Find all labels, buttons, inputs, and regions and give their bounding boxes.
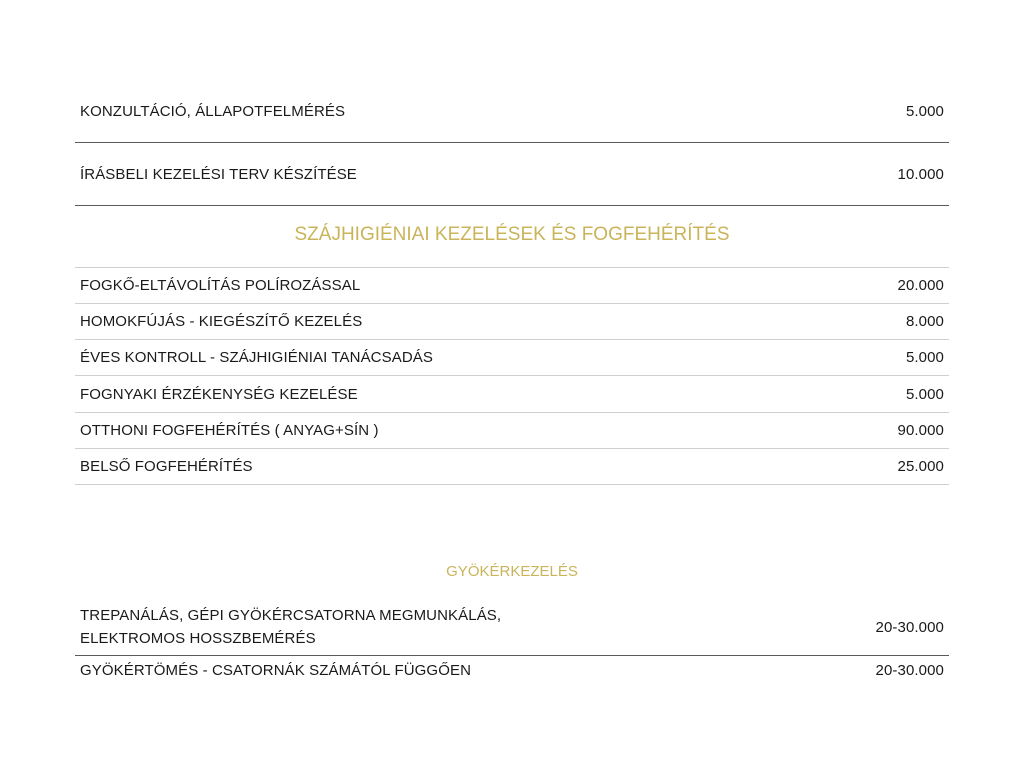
service-price: 25.000 — [897, 457, 944, 475]
section-title-root-canal: GYÖKÉRKEZELÉS — [446, 563, 578, 580]
service-name — [80, 604, 501, 650]
price-row — [75, 453, 949, 479]
divider — [75, 484, 949, 485]
service-name: HOMOKFÚJÁS - KIEGÉSZÍTŐ KEZELÉS — [80, 312, 363, 330]
section-title-hygiene: SZÁJHIGIÉNIAI KEZELÉSEK ÉS FOGFEHÉRÍTÉS — [294, 224, 730, 245]
service-name: ÍRÁSBELI KEZELÉSI TERV KÉSZÍTÉSE — [80, 165, 357, 183]
service-price: 20-30.000 — [875, 618, 944, 636]
service-price: 10.000 — [897, 165, 944, 183]
price-row — [75, 308, 949, 334]
service-name: KONZULTÁCIÓ, ÁLLAPOTFELMÉRÉS — [80, 102, 346, 120]
service-name: BELSŐ FOGFEHÉRÍTÉS — [80, 457, 253, 475]
price-row — [75, 417, 949, 443]
price-row — [75, 381, 949, 407]
service-name: GYÖKÉRTÖMÉS - CSATORNÁK SZÁMÁTÓL FÜGGŐEN — [80, 661, 471, 679]
divider — [75, 339, 949, 340]
service-price: 5.000 — [905, 348, 944, 366]
price-row — [75, 98, 949, 124]
divider — [75, 412, 949, 413]
service-price: 5.000 — [905, 385, 944, 403]
service-name-line: TREPANÁLÁS, GÉPI GYÖKÉRCSATORNA MEGMUNKÁLÁS, — [80, 607, 502, 624]
price-row — [75, 161, 949, 187]
service-name: FOGNYAKI ÉRZÉKENYSÉG KEZELÉSE — [80, 385, 358, 403]
divider — [75, 142, 949, 143]
service-price: 20.000 — [897, 276, 944, 294]
price-row — [75, 272, 949, 298]
price-row — [75, 344, 949, 370]
service-name: OTTHONI FOGFEHÉRÍTÉS ( ANYAG+SÍN ) — [80, 421, 379, 439]
service-name-line: ELEKTROMOS HOSSZBEMÉRÉS — [80, 630, 316, 647]
service-price: 5.000 — [905, 102, 944, 120]
divider — [75, 655, 949, 656]
divider — [75, 205, 949, 206]
price-row — [75, 657, 949, 683]
divider — [75, 303, 949, 304]
service-price: 90.000 — [897, 421, 944, 439]
divider — [75, 375, 949, 376]
service-name: FOGKŐ-ELTÁVOLÍTÁS POLÍROZÁSSAL — [80, 276, 361, 294]
service-name: ÉVES KONTROLL - SZÁJHIGIÉNIAI TANÁCSADÁS — [80, 348, 433, 366]
divider — [75, 267, 949, 268]
divider — [75, 448, 949, 449]
price-row — [75, 602, 949, 652]
service-price: 20-30.000 — [875, 661, 944, 679]
service-price: 8.000 — [905, 312, 944, 330]
